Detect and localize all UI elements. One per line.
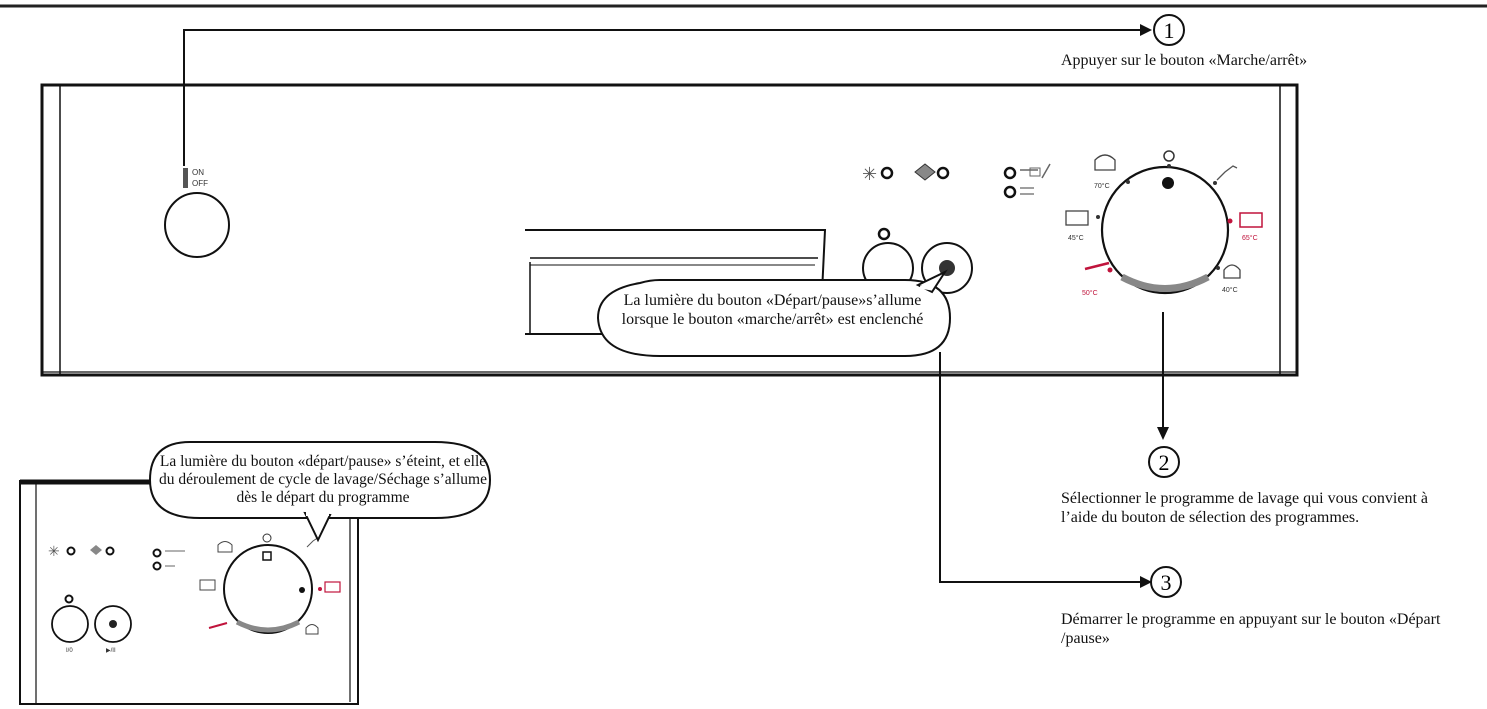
svg-text:40°C: 40°C [1222, 287, 1238, 294]
power-button[interactable] [165, 193, 229, 257]
svg-text:✳: ✳ [48, 545, 60, 560]
snowflake-icon: ✳ [862, 164, 878, 184]
svg-text:3: 3 [1160, 570, 1172, 595]
svg-text:45°C: 45°C [1068, 235, 1084, 242]
svg-text:I/0: I/0 [66, 648, 73, 654]
svg-text:50°C: 50°C [1082, 290, 1098, 297]
leader-line-step3 [940, 352, 1140, 582]
step-1-text: Appuyer sur le bouton «Marche/arrêt» [1061, 52, 1308, 69]
svg-text:1: 1 [1163, 18, 1175, 43]
main-callout-text: La lumière du bouton «Départ/pause»s’allume lorsque le bouton «marche/arrêt» est enclenché [621, 292, 924, 328]
svg-text:▶/II: ▶/II [106, 648, 116, 654]
svg-text:65°C: 65°C [1242, 235, 1258, 242]
step-3-badge [1151, 567, 1181, 597]
step-3-text: Démarrer le programme en appuyant sur le bouton «Départ /pause» [1061, 611, 1441, 647]
inset-callout-text: La lumière du bouton «départ/pause» s’éteint, et elle du déroulement de cycle de lavage/Séchage s’allume dès le départ du programme [159, 453, 487, 506]
svg-text:2: 2 [1158, 450, 1170, 475]
step-1-badge [1154, 15, 1184, 45]
step-2-text: Sélectionner le programme de lavage qui vous convient à l’aide du bouton de sélection des programmes. [1061, 490, 1428, 526]
inset-power-button[interactable] [52, 606, 88, 642]
cycle-indicator [879, 229, 889, 239]
step-2-badge [1149, 447, 1179, 477]
power-on-label: ON [192, 168, 204, 177]
svg-text:70°C: 70°C [1094, 183, 1110, 190]
eco-icon [1164, 151, 1174, 161]
power-off-label: OFF [192, 179, 208, 188]
program-dial[interactable] [1102, 167, 1228, 293]
